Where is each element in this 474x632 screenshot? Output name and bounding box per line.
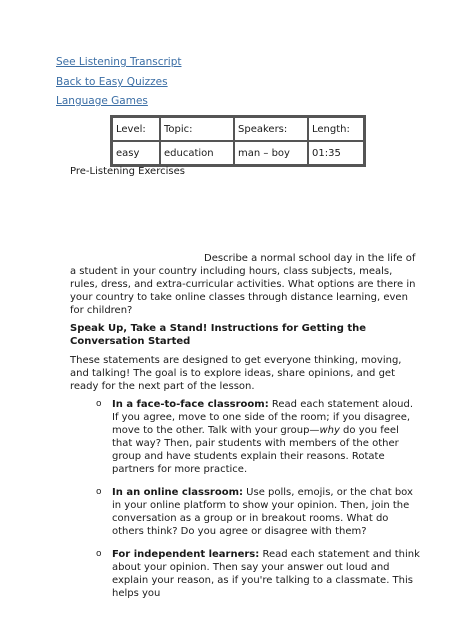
bullet-marker: o [96,549,102,559]
list-item [92,398,420,476]
bullet-text: Read each statement and think about your opinion. Then say your answer out loud and explain your reason, as if you're talking to a classmate. This helps you [112,549,420,599]
bullet-marker: o [96,399,102,409]
list-item [92,486,420,538]
bullet-lead: In an online classroom: [112,487,243,498]
table-value-row [112,141,364,165]
speakers-value: man – boy [234,141,308,165]
language-games-link[interactable]: Language Games [56,95,148,107]
list-item [92,548,420,600]
length-value: 01:35 [308,141,364,165]
back-to-easy-quizzes-link[interactable]: Back to Easy Quizzes [56,76,168,88]
topic-header: Topic: [160,117,234,141]
bullet-text: Use polls, emojis, or the chat box in your online platform to show your opinion. Then, join the conversation as a group or in breakout rooms. What do others think? Do you agree or disagree with them? [112,487,413,537]
table-header-row [112,117,364,141]
bullet-text: Read each statement aloud. If you agree, move to one side of the room; if you disagree, move to the other. Talk with your group— [112,399,414,436]
length-header: Length: [308,117,364,141]
section-paragraph: These statements are designed to get everyone thinking, moving, and talking! The goal is to explore ideas, share opinions, and get ready for the next part of the lesson. [70,355,402,392]
intro-text: Describe a normal school day in the life of a student in your country including hours, class subjects, meals, rules, dress, and extra-curricular activities. What options are there in your country to take online classes through distance learning, even for children? [70,253,416,316]
bullet-text-continued: do you feel that way? Then, pair students with members of the other group and have students explain their reasons. Rotate partners for more practice. [112,425,399,475]
topic-value: education [160,141,234,165]
bullet-emphasis: why [319,425,340,436]
bullet-marker: o [96,487,102,497]
level-value: easy [112,141,160,165]
see-listening-transcript-link[interactable]: See Listening Transcript [56,56,182,68]
bullet-lead: For independent learners: [112,549,260,560]
pre-listening-title: Pre-Listening Exercises [70,166,185,177]
bullet-lead: In a face-to-face classroom: [112,399,269,410]
lesson-info-table [110,115,366,167]
instruction-list [92,398,420,610]
level-header: Level: [112,117,160,141]
section-heading: Speak Up, Take a Stand! Instructions for Getting the Conversation Started [70,323,367,347]
speakers-header: Speakers: [234,117,308,141]
